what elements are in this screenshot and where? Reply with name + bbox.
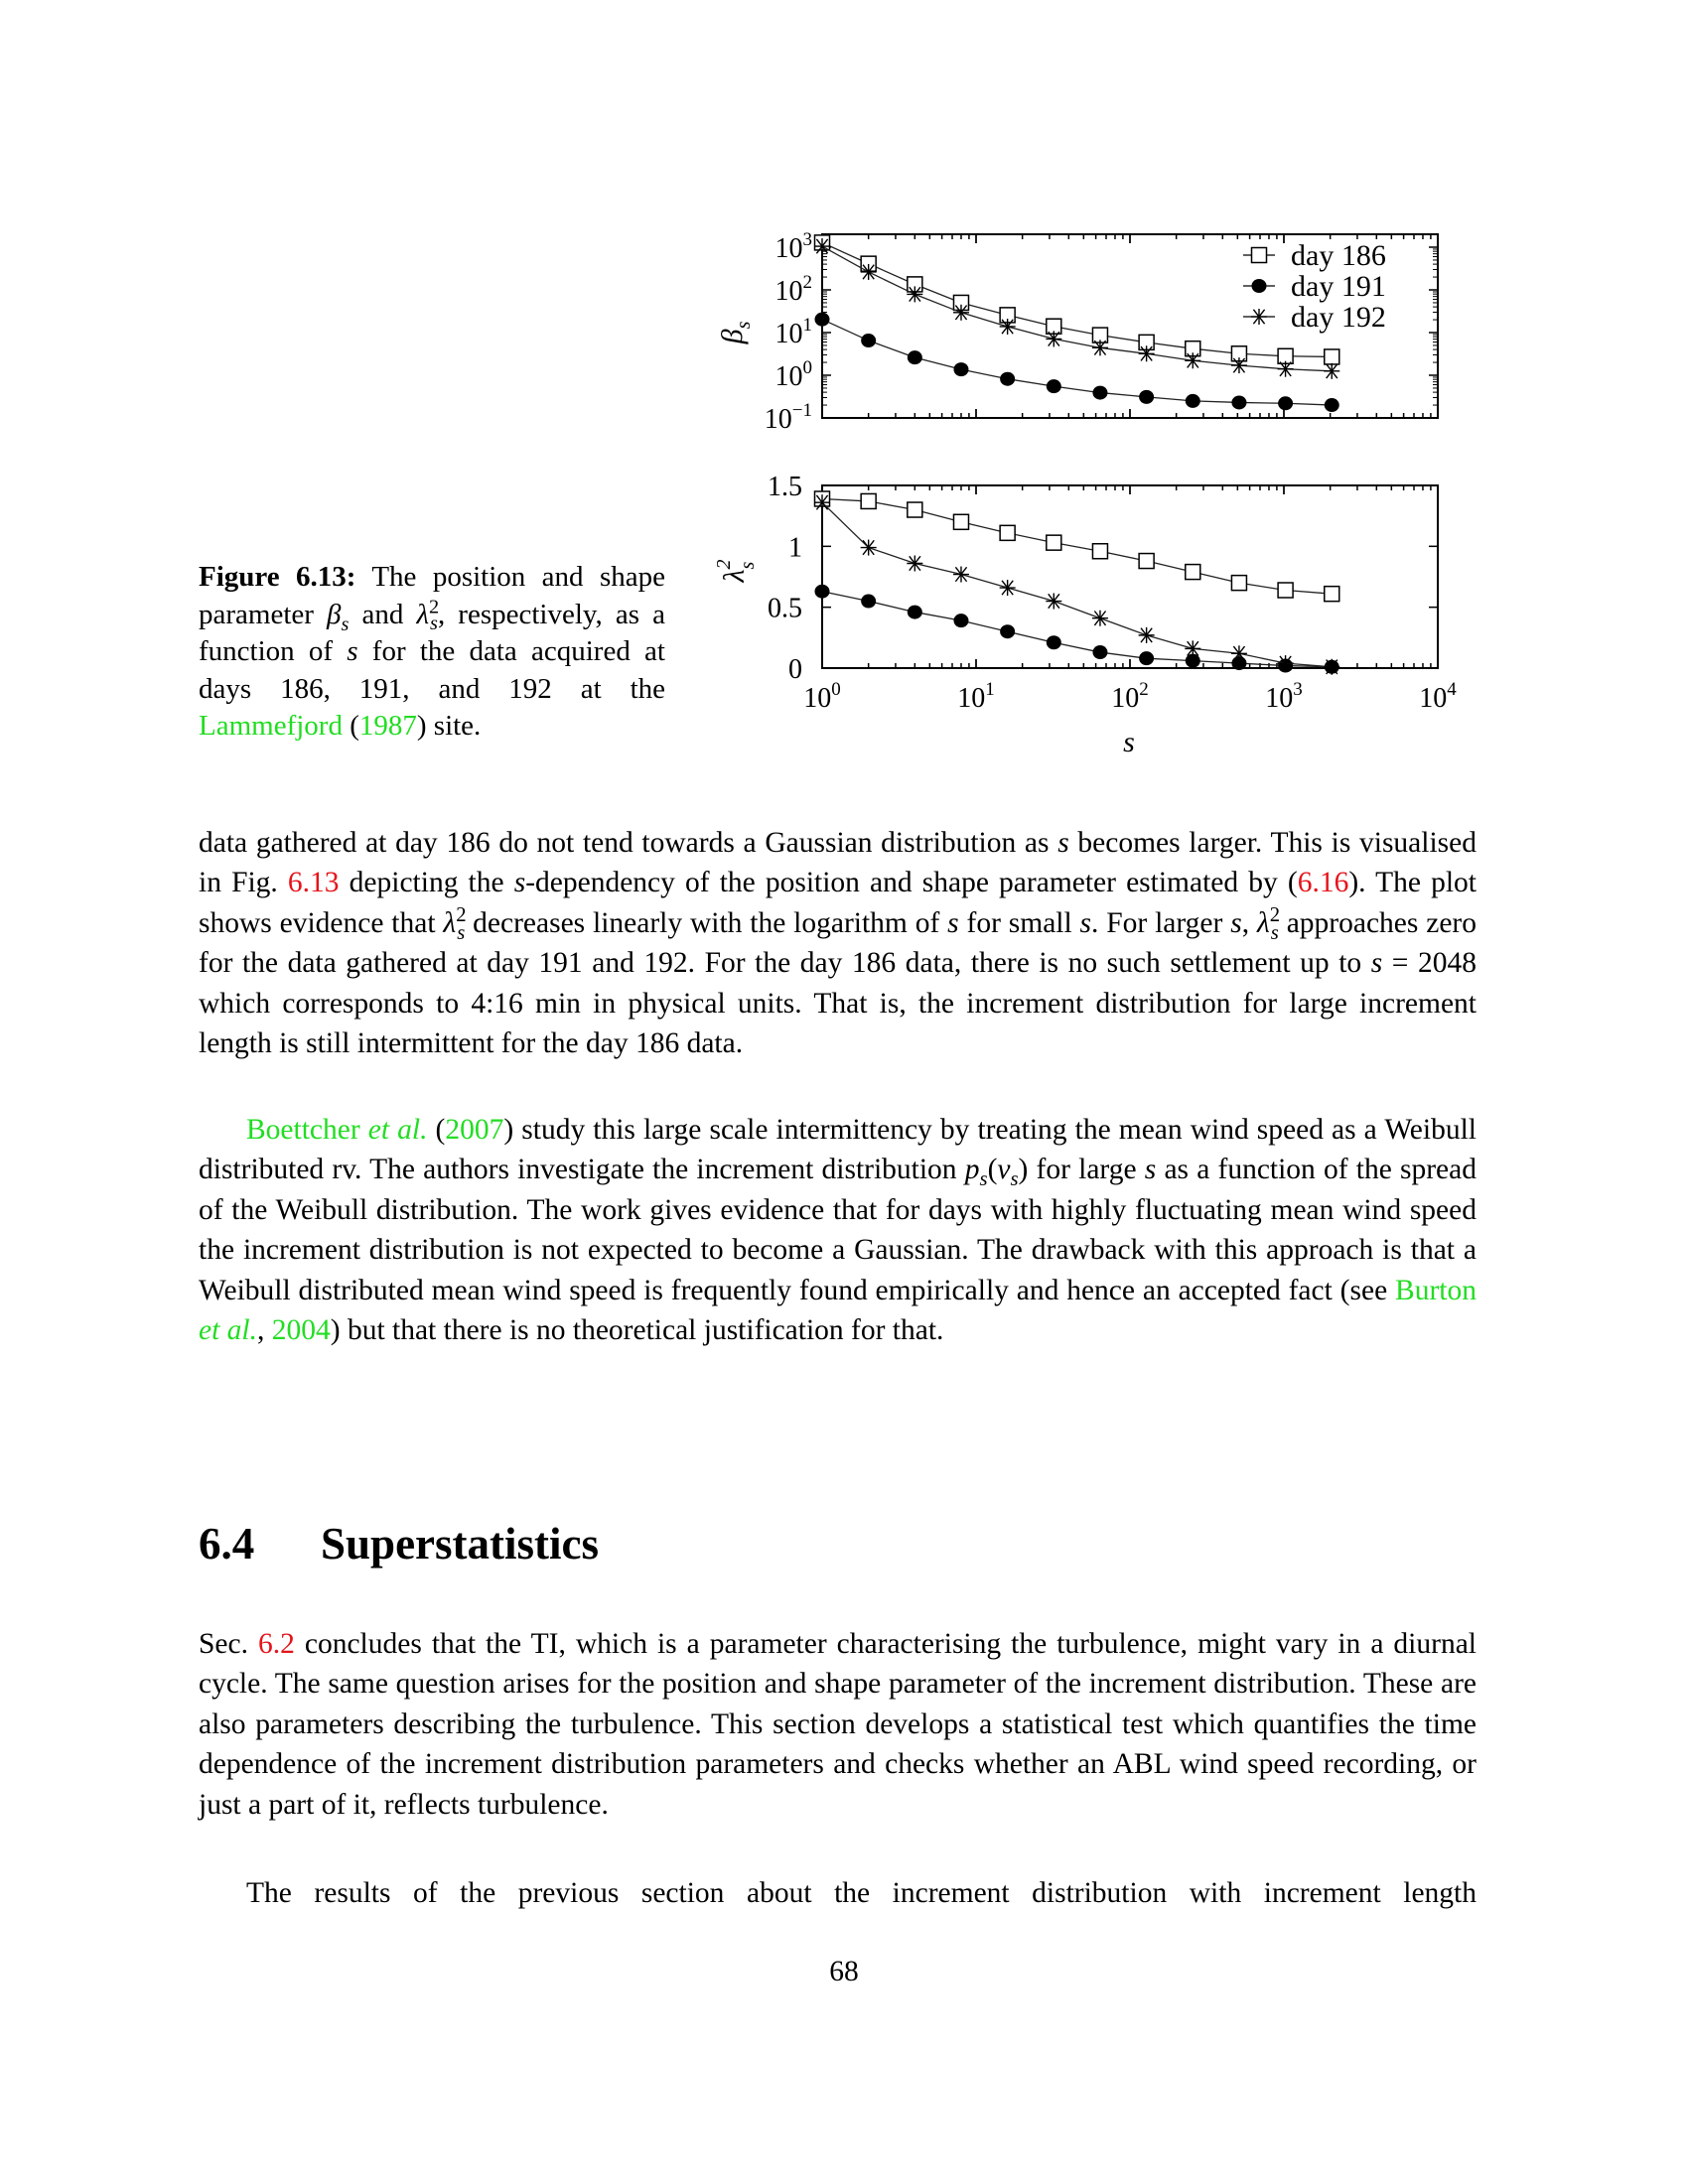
ref-figure-6-13[interactable]: 6.13 [287, 867, 340, 899]
legend-item [1243, 239, 1386, 272]
data-point-circle [1252, 279, 1267, 293]
legend [1243, 239, 1386, 334]
y-tick-label: $10^2$ [774, 272, 812, 307]
data-point-circle [953, 362, 968, 376]
y-tick-label: 0 [788, 654, 802, 685]
section-title: Superstatistics [321, 1519, 599, 1569]
data-point-square [1186, 565, 1200, 580]
data-point-circle [1092, 645, 1107, 659]
data-point-star [1139, 627, 1155, 643]
series-line [822, 502, 1332, 667]
x-tick-label: $10^4$ [1419, 679, 1457, 714]
y-tick-label: 1.5 [768, 472, 802, 502]
data-point-star [1324, 363, 1339, 379]
beta-y-axis-label: $\beta_s$ [716, 321, 755, 344]
ref-equation-6-16[interactable]: 6.16 [1297, 867, 1349, 899]
data-point-star [907, 556, 922, 572]
y-tick-label: $10^0$ [774, 357, 812, 392]
citation-lammefjord[interactable]: Lammefjord [199, 710, 343, 742]
series-line [822, 320, 1332, 405]
data-point-circle [1000, 624, 1015, 638]
data-point-circle [861, 334, 876, 347]
data-point-circle [1278, 396, 1293, 410]
paragraph-3: Sec. 6.2 concludes that the TI, which is a parameter characterising the turbulence, might vary in a diurnal cycle. The same question arises for the position and shape parameter of the increment distribution. These are also parameters describing the turbulence. This section develops a statistical test which quantifies the time dependence of the increment distribution parameters and checks whether an ABL wind speed recording, or just a part of it, reflects turbulence. [199, 1628, 1477, 1821]
data-point-star [1000, 580, 1016, 596]
data-point-circle [1139, 390, 1154, 404]
data-point-circle [953, 614, 968, 627]
y-tick-label: $10^{-1}$ [764, 400, 812, 435]
lambda-series [814, 491, 1339, 675]
data-point-star [1046, 594, 1061, 610]
series-day-191 [815, 585, 1339, 674]
citation-boettcher-year[interactable]: 2007 [445, 1114, 504, 1146]
legend-item [1243, 301, 1386, 334]
x-tick-label: $10^2$ [1111, 679, 1149, 714]
data-point-square [1325, 349, 1339, 364]
citation-burton-year[interactable]: 2004 [271, 1314, 331, 1347]
data-point-circle [861, 595, 876, 609]
data-point-star [1185, 640, 1200, 656]
data-point-circle [1139, 651, 1154, 665]
data-point-circle [1325, 398, 1339, 412]
data-point-star [953, 567, 969, 583]
data-point-square [908, 502, 922, 517]
data-point-star [1251, 309, 1267, 325]
paragraph-1: data gathered at day 186 do not tend towards a Gaussian distribution as s becomes larger. This is visualised in Fig. 6.13 depicting the s-dependency of the position and shape parameter estimated by (6.16). The plot shows evidence that $\lambda^2_s$ decreases linearly with the logarithm of s for small s. For larger s, $\lambda^2_s$ approaches zero for the data gathered at day 191 and 192. For the day 186 data, there is no such settlement up to s = 2048 which corresponds to 4:16 min in physical units. That is, the increment distribution for large increment length is still intermittent for the day 186 data. [199, 827, 1477, 1060]
section-heading [199, 1514, 599, 1573]
data-point-circle [908, 606, 922, 619]
data-point-circle [1092, 386, 1107, 400]
paragraph-4: The results of the previous section about the increment distribution with increment length [246, 1877, 1477, 1909]
x-tick-labels [803, 679, 1457, 714]
data-point-circle [908, 350, 922, 364]
lambda-y-axis-label: $\lambda^2$ s [713, 559, 759, 583]
x-tick-label: $10^0$ [803, 679, 841, 714]
data-point-square [1231, 576, 1246, 591]
data-point-star [1092, 611, 1108, 626]
beta-panel [716, 229, 1438, 435]
y-tick-label: $10^3$ [774, 229, 812, 264]
citation-boettcher[interactable]: Boettcher et al. [246, 1114, 428, 1146]
x-axis-label: s [1123, 726, 1135, 758]
citation-burton[interactable]: Burton et al. [199, 1274, 1477, 1347]
data-point-square [1325, 587, 1339, 602]
section-number: 6.4 [199, 1519, 255, 1569]
lambda-y-tick-labels [768, 472, 802, 685]
data-point-circle [1047, 635, 1061, 649]
data-point-circle [1000, 372, 1015, 386]
series-line [822, 592, 1332, 667]
caption-label: Figure 6.13: [199, 561, 356, 593]
x-tick-label: $10^3$ [1265, 679, 1303, 714]
series-day-186 [815, 491, 1339, 602]
ref-section-6-2[interactable]: 6.2 [257, 1628, 295, 1660]
series-line [822, 498, 1332, 594]
data-point-circle [815, 313, 830, 327]
series-day-191 [815, 313, 1339, 412]
data-point-square [1000, 525, 1015, 540]
data-point-square [1278, 583, 1293, 598]
page-number: 68 [829, 1956, 859, 1987]
paragraph-2: Boettcher et al. (2007) study this large scale intermittency by treating the mean wind speed as a Weibull distributed rv. The authors investigate the increment distribution $p_s(v_s)$ for large s as a function of the spread of the Weibull distribution. The work gives evidence that for days with highly fluctuating mean wind speed the increment distribution is not expected to become a Gaussian. The drawback with this approach is that a Weibull distributed mean wind speed is frequently found empirically and hence an accepted fact (see Burton et al., 2004) but that there is no theoretical justification for that. [199, 1114, 1477, 1347]
data-point-square [1047, 535, 1061, 550]
data-point-star [1324, 659, 1339, 675]
series-line [822, 246, 1332, 371]
y-tick-label: $10^1$ [774, 315, 812, 349]
legend-label: day 192 [1291, 301, 1386, 334]
legend-item [1243, 270, 1386, 303]
data-point-circle [815, 585, 830, 599]
data-point-square [861, 493, 876, 508]
citation-lammefjord-year[interactable]: 1987 [358, 710, 417, 742]
data-point-square [1139, 554, 1154, 569]
data-point-square [953, 514, 968, 529]
data-point-circle [1231, 395, 1246, 409]
legend-label: day 191 [1291, 270, 1386, 303]
data-point-circle [1047, 379, 1061, 393]
figure-caption: Figure 6.13: The position and shape parameter $\beta_s$ and $\lambda^2_s$, respectively, as a function of s for the data acquired at days 186, 191, and 192 at the Lammefjord (1987) site. [199, 561, 666, 742]
data-point-square [1092, 544, 1107, 559]
lambda-panel [713, 472, 1457, 758]
y-tick-label: 0.5 [768, 593, 802, 624]
beta-y-tick-labels [765, 229, 812, 435]
data-point-circle [1186, 394, 1200, 408]
legend-label: day 186 [1291, 239, 1386, 272]
data-point-square [1252, 248, 1267, 263]
y-tick-label: 1 [788, 532, 802, 564]
x-tick-label: $10^1$ [957, 679, 995, 714]
